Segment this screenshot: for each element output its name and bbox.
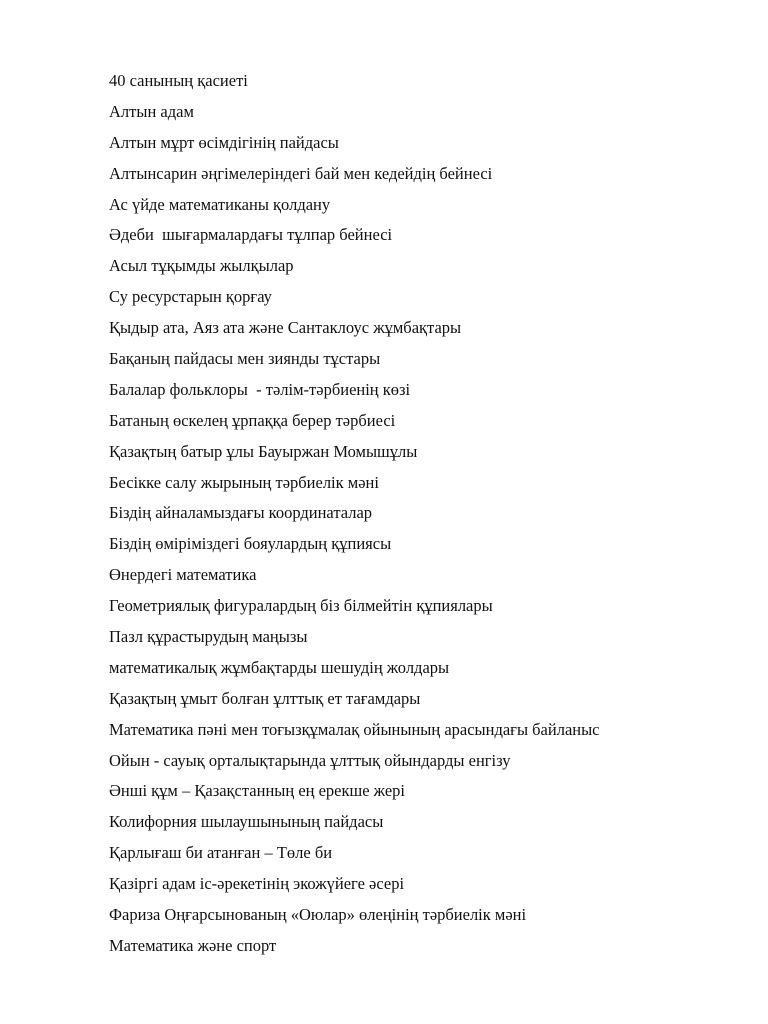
topic-item: Батаның өскелең ұрпаққа берер тәрбиесі [109,410,396,430]
topic-item: Алтынсарин әңгімелеріндегі бай мен кедейдің бейнесі [109,163,493,183]
topic-item: Қарлығаш би атанған – Төле би [109,843,333,863]
topic-item: Қазақтың ұмыт болған ұлттық ет тағамдары [109,688,421,708]
topic-item: Бақаның пайдасы мен зиянды тұстары [109,349,381,369]
topic-item: Пазл құрастырудың маңызы [109,627,308,647]
topic-item: Алтын адам [109,101,194,121]
topic-item: Геометриялық фигуралардың біз білмейтін құпиялары [109,596,493,616]
topic-item: Әдеби шығармалардағы тұлпар бейнесі [109,225,393,245]
topic-item: Қазіргі адам іс-әрекетінің экожүйеге әсері [109,874,405,894]
topic-list [109,66,729,962]
topic-item: Қыдыр ата, Аяз ата және Сантаклоус жұмбақтары [109,318,462,338]
topic-item: Ас үйде математиканы қолдану [109,194,331,214]
topic-item: Өнердегі математика [109,565,257,585]
topic-item: Балалар фольклоры - тәлім-тәрбиенің көзі [109,379,411,399]
topic-item: Су ресурстарын қорғау [109,287,272,307]
topic-item: Әнші құм – Қазақстанның ең ерекше жері [109,781,406,801]
topic-item: Алтын мұрт өсімдігінің пайдасы [109,132,339,152]
topic-item: Математика және спорт [109,935,277,955]
topic-item: Біздің өміріміздегі бояулардың құпиясы [109,534,392,554]
topic-item: Ойын - сауық орталықтарында ұлттық ойындарды енгізу [109,750,511,770]
topic-item: Біздің айналамыздағы координаталар [109,503,373,523]
topic-item: 40 санының қасиеті [109,71,248,90]
topic-item: Колифорния шылаушынының пайдасы [109,812,384,832]
topic-item: математикалық жұмбақтарды шешудің жолдары [109,657,450,677]
topic-item: Асыл тұқымды жылқылар [109,256,294,276]
topic-item: Математика пәні мен тоғызқұмалақ ойынының арасындағы байланыс [109,719,600,739]
topic-item: Фариза Оңғарсынованың «Оюлар» өлеңінің тәрбиелік мәні [109,905,527,925]
topic-item: Бесікке салу жырының тәрбиелік мәні [109,472,379,492]
topic-item: Қазақтың батыр ұлы Бауыржан Момышұлы [109,441,418,461]
